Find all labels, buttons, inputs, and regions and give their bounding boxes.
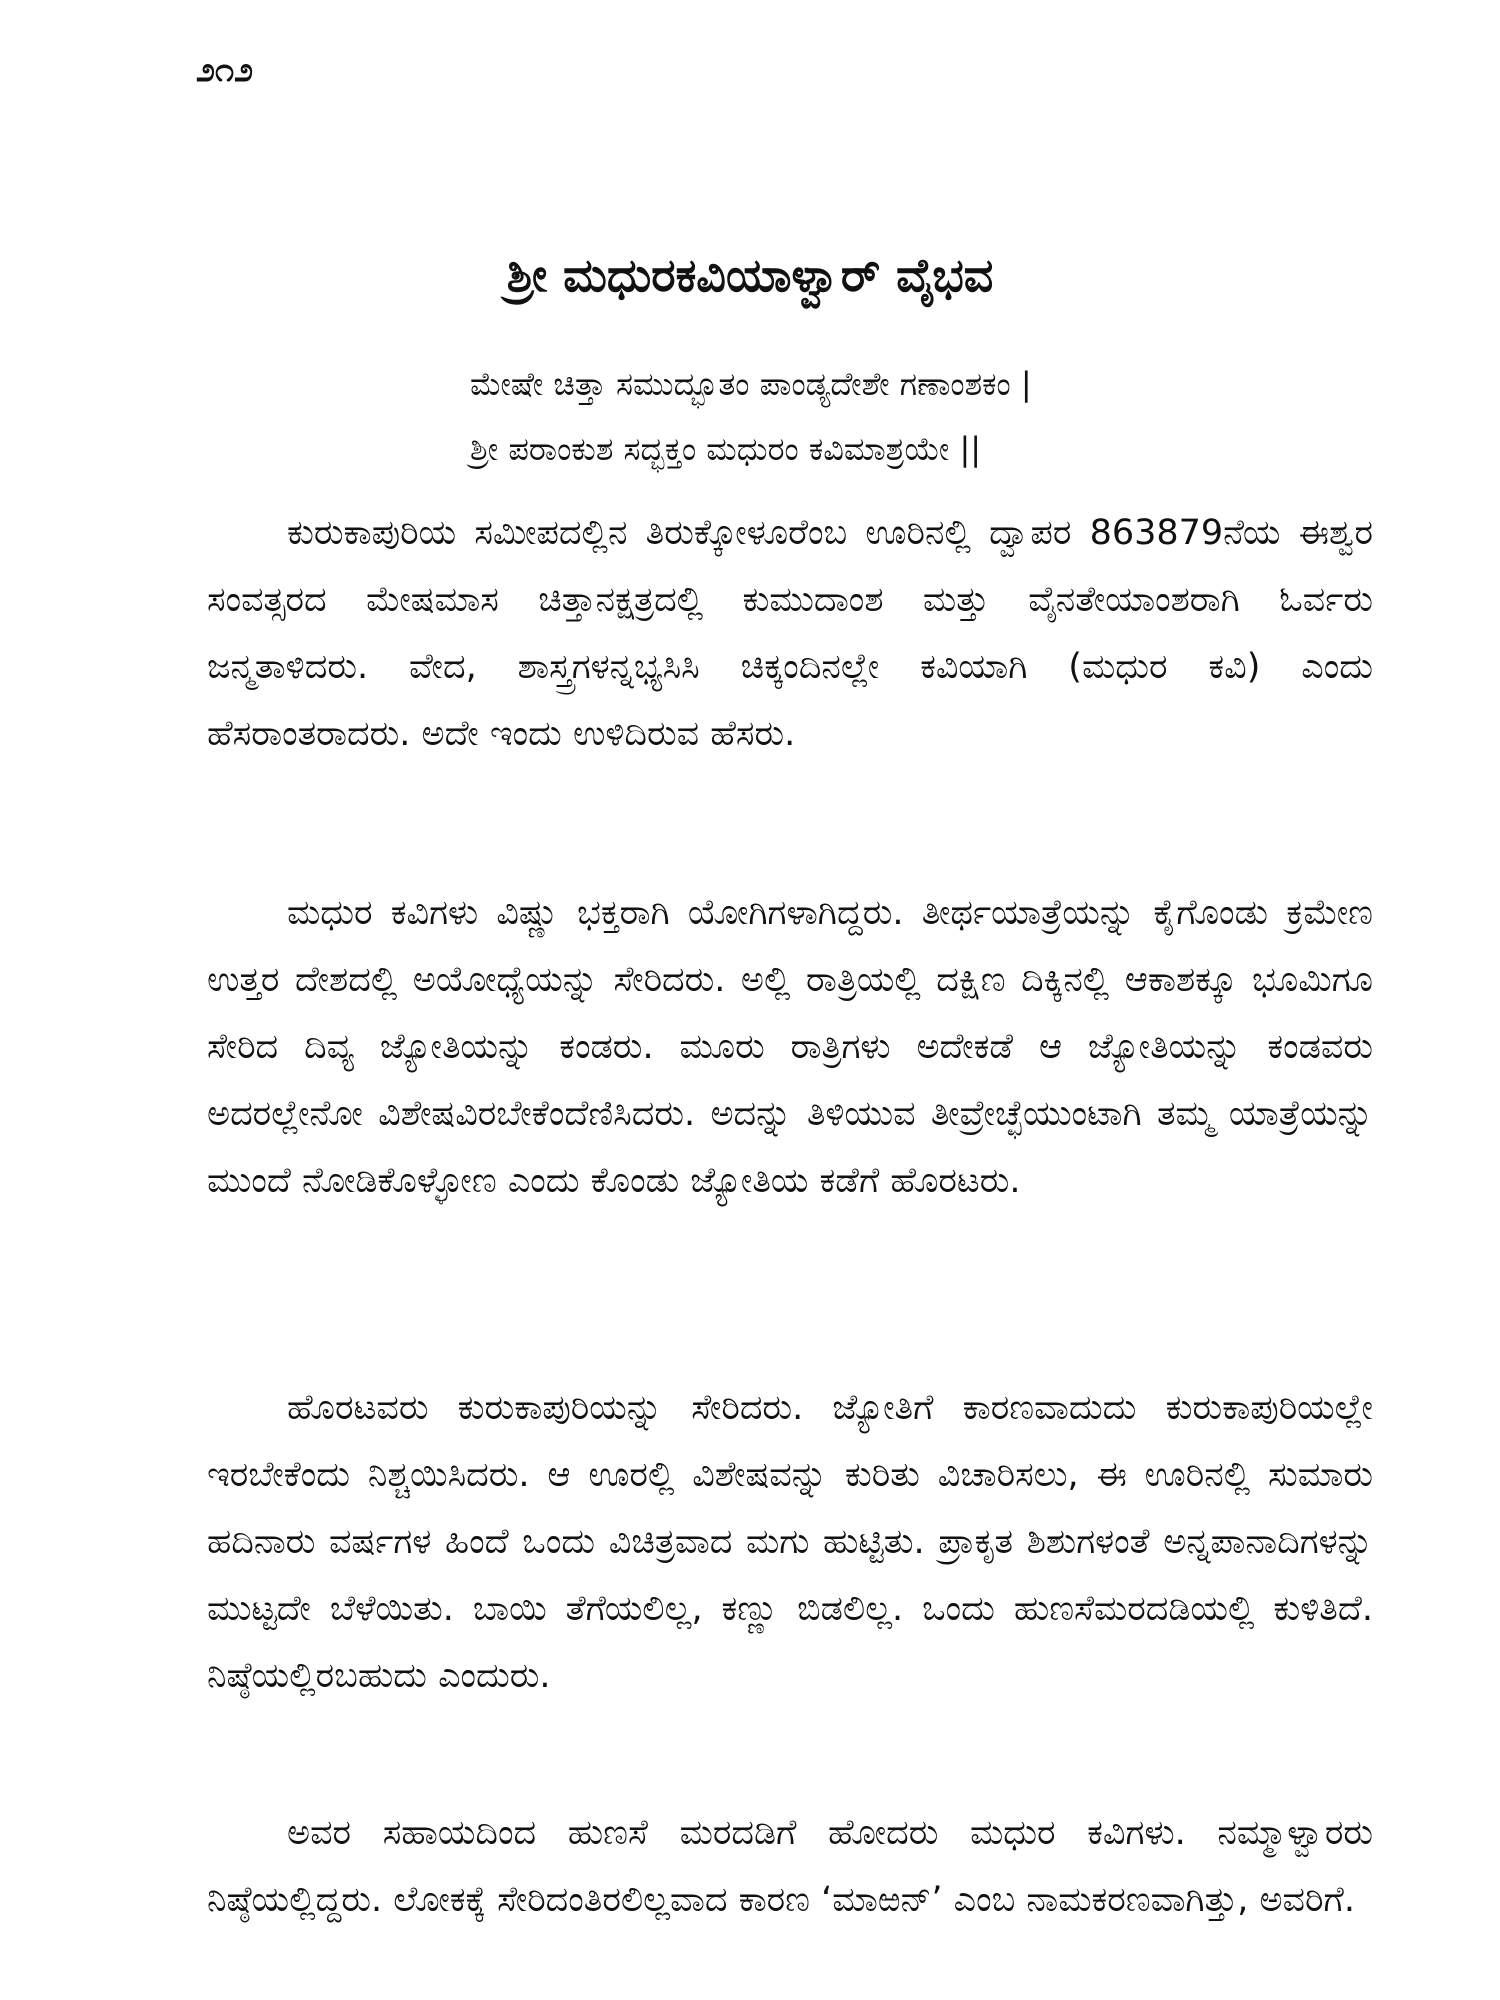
verse-line-2: ಶ್ರೀ ಪರಾಂಕುಶ ಸದ್ಭಕ್ತಂ ಮಧುರಂ ಕವಿಮಾಶ್ರಯೇ ||: [470, 430, 982, 468]
paragraph-2: ಮಧುರ ಕವಿಗಳು ವಿಷ್ಣು ಭಕ್ತರಾಗಿ ಯೋಗಿಗಳಾಗಿದ್ದರು. ತೀರ್ಥಯಾತ್ರೆಯನ್ನು ಕೈಗೊಂಡು ಕ್ರಮೇಣ ಉತ್ತರ ದೇಶದಲ್ಲಿ ಅಯೋಧ್ಯೆಯನ್ನು ಸೇರಿದರು. ಅಲ್ಲಿ ರಾತ್ರಿಯಲ್ಲಿ ದಕ್ಷಿಣ ದಿಕ್ಕಿನಲ್ಲಿ ಆಕಾಶಕ್ಕೂ ಭೂಮಿಗೂ ಸೇರಿದ ದಿವ್ಯ ಜ್ಯೋತಿಯನ್ನು ಕಂಡರು. ಮೂರು ರಾತ್ರಿಗಳು ಅದೇಕಡೆ ಆ ಜ್ಯೋತಿಯನ್ನು ಕಂಡವರು ಅದರಲ್ಲೇನೋ ವಿಶೇಷವಿರಬೇಕೆಂದೆಣಿಸಿದರು. ಅದನ್ನು ತಿಳಿಯುವ ತೀವ್ರೇಚ್ಛೆಯುಂಟಾಗಿ ತಮ್ಮ ಯಾತ್ರೆಯನ್ನು ಮುಂದೆ ನೋಡಿಕೊಳ್ಳೋಣ ಎಂದು ಕೊಂಡು ಜ್ಯೋತಿಯ ಕಡೆಗೆ ಹೊರಟರು.: [207, 893, 1373, 1201]
chapter-title: ಶ್ರೀ ಮಧುರಕವಿಯಾಳ್ವಾರ್ ವೈಭವ: [506, 248, 994, 302]
paragraph-3: ಹೊರಟವರು ಕುರುಕಾಪುರಿಯನ್ನು ಸೇರಿದರು. ಜ್ಯೋತಿಗೆ ಕಾರಣವಾದುದು ಕುರುಕಾಪುರಿಯಲ್ಲೇ ಇರಬೇಕೆಂದು ನಿಶ್ಚಯಿಸಿದರು. ಆ ಊರಲ್ಲಿ ವಿಶೇಷವನ್ನು ಕುರಿತು ವಿಚಾರಿಸಲು, ಈ ಊರಿನಲ್ಲಿ ಸುಮಾರು ಹದಿನಾರು ವರ್ಷಗಳ ಹಿಂದೆ ಒಂದು ವಿಚಿತ್ರವಾದ ಮಗು ಹುಟ್ಟಿತು. ಪ್ರಾಕೃತ ಶಿಶುಗಳಂತೆ ಅನ್ನಪಾನಾದಿಗಳನ್ನು ಮುಟ್ಟದೇ ಬೆಳೆಯಿತು. ಬಾಯಿ ತೆಗೆಯಲಿಲ್ಲ, ಕಣ್ಣು ಬಿಡಲಿಲ್ಲ. ಒಂದು ಹುಣಸೆಮರದಡಿಯಲ್ಲಿ ಕುಳಿತಿದೆ. ನಿಷ್ಠೆಯಲ್ಲಿರಬಹುದು ಎಂದುರು.: [207, 1388, 1373, 1696]
paragraph-1: ಕುರುಕಾಪುರಿಯ ಸಮೀಪದಲ್ಲಿನ ತಿರುಕ್ಕೋಳೂರೆಂಬ ಊರಿನಲ್ಲಿ ದ್ವಾಪರ 863879ನೆಯ ಈಶ್ವರ ಸಂವತ್ಸರದ ಮೇಷಮಾಸ ಚಿತ್ತಾನಕ್ಷತ್ರದಲ್ಲಿ ಕುಮುದಾಂಶ ಮತ್ತು ವೈನತೇಯಾಂಶರಾಗಿ ಓರ್ವರು ಜನ್ಮತಾಳಿದರು. ವೇದ, ಶಾಸ್ತ್ರಗಳನ್ನಭ್ಯಸಿಸಿ ಚಿಕ್ಕಂದಿನಲ್ಲೇ ಕವಿಯಾಗಿ (ಮಧುರ ಕವಿ) ಎಂದು ಹೆಸರಾಂತರಾದರು. ಅದೇ ಇಂದು ಉಳಿದಿರುವ ಹೆಸರು.: [207, 513, 1373, 754]
paragraph-4: ಅವರ ಸಹಾಯದಿಂದ ಹುಣಸೆ ಮರದಡಿಗೆ ಹೋದರು ಮಧುರ ಕವಿಗಳು. ನಮ್ಮಾಳ್ವಾರರು ನಿಷ್ಠೆಯಲ್ಲಿದ್ದರು. ಲೋಕಕ್ಕೆ ಸೇರಿದಂತಿರಲಿಲ್ಲವಾದ ಕಾರಣ ‘ಮಾಱನ್’ ಎಂಬ ನಾಮಕರಣವಾಗಿತ್ತು, ಅವರಿಗೆ.: [207, 1813, 1373, 1920]
verse-line-1: ಮೇಷೇ ಚಿತ್ತಾ ಸಮುದ್ಭೂತಂ ಪಾಂಡ್ಯದೇಶೇ ಗಣಾಂಶಕಂ |: [470, 365, 1032, 403]
page-number: ೨೧೨: [196, 50, 254, 90]
